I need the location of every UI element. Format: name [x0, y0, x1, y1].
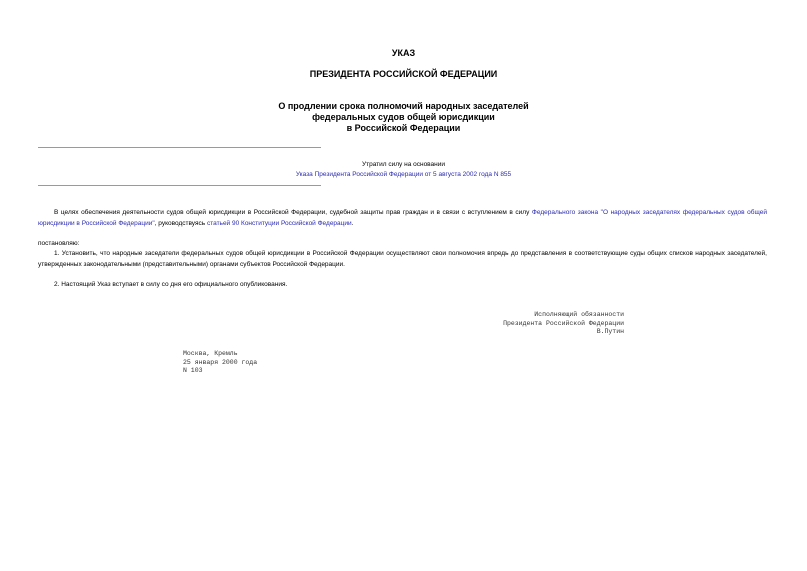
item-2: 2. Настоящий Указ вступает в силу со дня его официального опубликования.	[54, 281, 288, 288]
date-line: 25 января 2000 года	[183, 358, 258, 366]
lost-force-text: Утратил силу на основании	[361, 161, 446, 168]
constitution-article-link[interactable]: статьей 90 Конституции Российской Федерации	[206, 220, 352, 227]
place-date-block	[183, 350, 257, 376]
lost-force-note	[0, 160, 807, 180]
divider-bottom	[38, 185, 321, 186]
federal-law-link[interactable]: Федерального закона "О народных заседателях федеральных судов общей юрисдикции в Российской Федерации"	[38, 209, 768, 227]
signature-block	[503, 311, 624, 337]
document-subtitle: ПРЕЗИДЕНТА РОССИЙСКОЙ ФЕДЕРАЦИИ	[309, 69, 498, 79]
preamble-text: .	[351, 220, 354, 227]
item-1: 1. Установить, что народные заседатели федеральных судов общей юрисдикции в Российской Федерации осуществляют свои полномочия впредь до представления в соответствующие суды общих списков народных заседателей, утвержденных законодательными (представительными) органами субъектов Российской Федерации.	[38, 250, 767, 268]
preamble-text: В целях обеспечения деятельности судов общей юрисдикции в Российской Федерации, судебной защиты прав граждан и в связи с вступлением в силу	[54, 209, 532, 216]
signature-line: В.Путин	[596, 328, 624, 335]
lost-force-link[interactable]: Указа Президента Российской Федерации от 5 августа 2002 года N 855	[295, 171, 512, 178]
document-name-line: О продлении срока полномочий народных заседателей	[278, 101, 529, 111]
document-name	[0, 101, 807, 134]
preamble-paragraph	[38, 207, 767, 229]
number-line: N 103	[183, 367, 203, 374]
document-name-line: в Российской Федерации	[346, 123, 461, 133]
divider-top	[38, 147, 321, 148]
document-title: УКАЗ	[391, 48, 416, 58]
document-name-line: федеральных судов общей юрисдикции	[312, 112, 495, 122]
place-line: Москва, Кремль	[183, 350, 238, 357]
signature-line: Исполняющий обязанности	[534, 311, 624, 318]
signature-line: Президента Российской Федерации	[503, 319, 624, 327]
decree-word: постановляю:	[38, 240, 80, 247]
preamble-text: , руководствуясь	[154, 220, 207, 227]
